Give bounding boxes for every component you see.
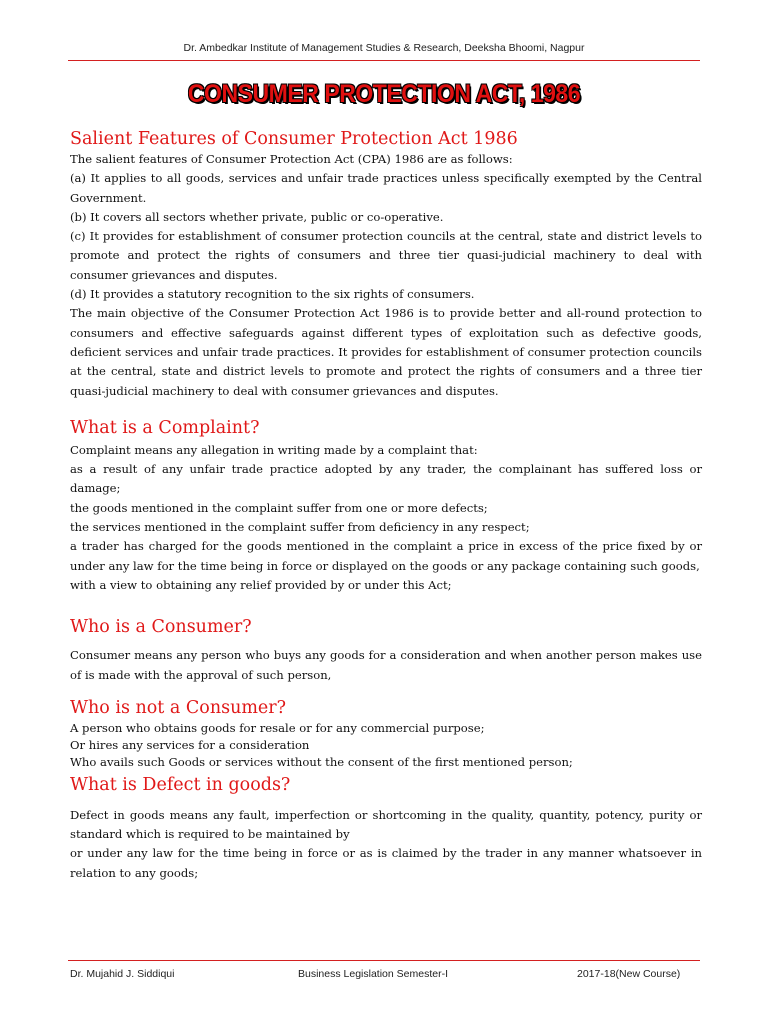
paragraph: The main objective of the Consumer Protection Act 1986 is to provide better and all-round protection to consumers and effective safeguards against different types of exploitation such as defective goods, deficient services and unfair trade practices. It provides for establishment of consumer protection councils at the central, state and district levels to promote and protect the rights of consumers and a three tier quasi-judicial machinery to deal with consumer grievances and disputes. (70, 306, 702, 398)
document-title: CONSUMER PROTECTION ACT, 1986 (187, 80, 581, 108)
page-header: Dr. Ambedkar Institute of Management Studies & Research, Deeksha Bhoomi, Nagpur (183, 42, 585, 54)
paragraph: or under any law for the time being in force or as is claimed by the trader in any manner whatsoever in relation to any goods; (70, 846, 702, 880)
paragraph: (b) It covers all sectors whether private, public or co-operative. (70, 209, 444, 224)
paragraph: the services mentioned in the complaint suffer from deficiency in any respect; (70, 520, 530, 535)
section-heading: Salient Features of Consumer Protection Act 1986 (70, 129, 518, 149)
section-heading: What is Defect in goods? (70, 774, 291, 795)
paragraph: Or hires any services for a consideration (70, 737, 310, 752)
paragraph: as a result of any unfair trade practice adopted by any trader, the complainant has suffered loss or damage; (70, 462, 702, 496)
section-complaint (70, 417, 702, 595)
footer-author: Dr. Mujahid J. Siddiqui (70, 968, 175, 980)
paragraph: Complaint means any allegation in writing made by a complaint that: (70, 442, 478, 457)
paragraph: (d) It provides a statutory recognition to the six rights of consumers. (70, 287, 475, 302)
paragraph: Who avails such Goods or services without the consent of the first mentioned person; (70, 754, 573, 769)
paragraph: the goods mentioned in the complaint suffer from one or more defects; (70, 500, 488, 515)
footer-course: Business Legislation Semester-I (298, 968, 448, 980)
footer-year: 2017-18(New Course) (577, 968, 681, 980)
footer-divider (68, 960, 700, 961)
paragraph: with a view to obtaining any relief provided by or under this Act; (70, 577, 452, 592)
section-consumer (70, 616, 702, 685)
header-divider (68, 60, 700, 61)
section-heading: Who is not a Consumer? (70, 697, 287, 718)
paragraph: The salient features of Consumer Protection Act (CPA) 1986 are as follows: (70, 152, 513, 166)
paragraph: A person who obtains goods for resale or for any commercial purpose; (70, 720, 485, 735)
paragraph: Consumer means any person who buys any goods for a consideration and when another person makes use of is made with the approval of such person, (70, 648, 702, 682)
document-body (70, 128, 702, 883)
paragraph: Defect in goods means any fault, imperfection or shortcoming in the quality, quantity, potency, purity or standard which is required to be maintained by (70, 807, 702, 842)
section-defect-in-goods (70, 774, 702, 883)
section-heading: What is a Complaint? (70, 417, 260, 438)
section-salient-features (70, 128, 702, 401)
paragraph: a trader has charged for the goods mentioned in the complaint a price in excess of the price fixed by or under any law for the time being in force or displayed on the goods or any package containing such goods, (70, 539, 702, 573)
paragraph: (a) It applies to all goods, services and unfair trade practices unless specifically exempted by the Central Government. (70, 171, 702, 205)
section-heading: Who is a Consumer? (70, 617, 252, 638)
paragraph: (c) It provides for establishment of consumer protection councils at the central, state and district levels to promote and protect the rights of consumers and three tier quasi-judicial machinery to deal with consumer grievances and disputes. (70, 229, 702, 282)
section-not-consumer (70, 697, 702, 771)
